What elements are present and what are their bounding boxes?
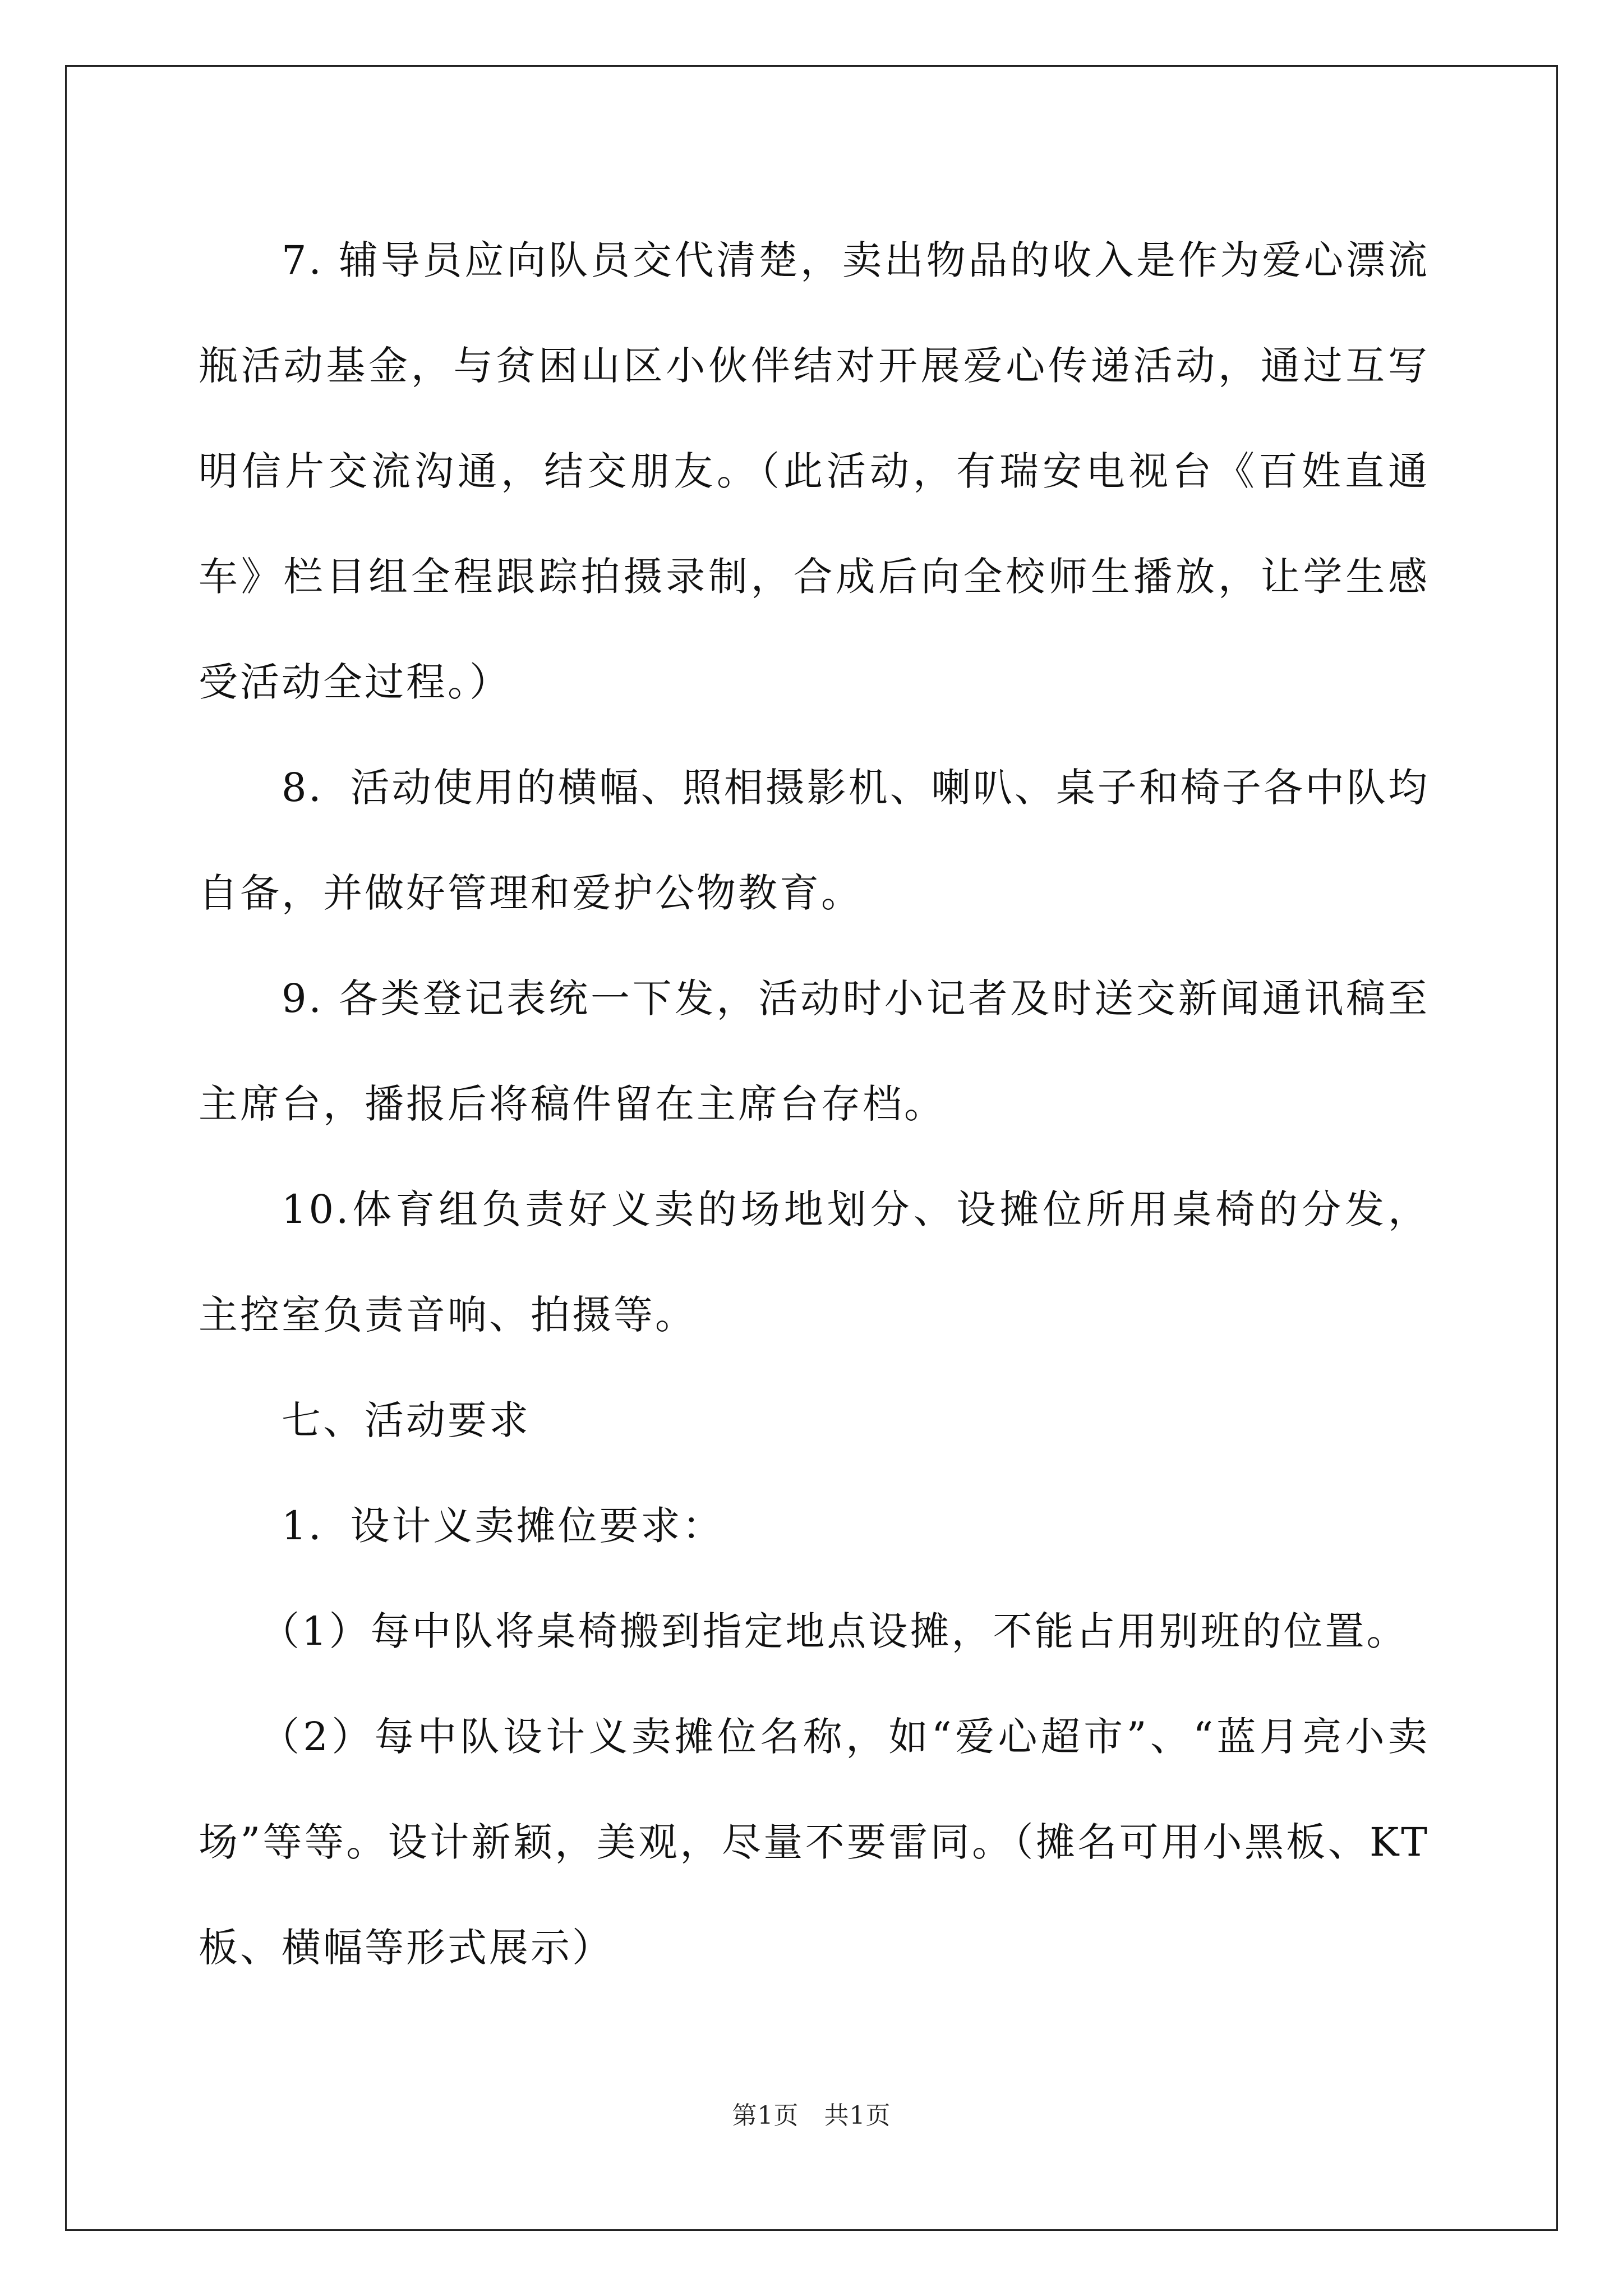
page-footer: 第1页 共1页: [732, 2101, 891, 2130]
paragraph-item-8: 8．活动使用的横幅、照相摄影机、喇叭、桌子和椅子各中队均自备，并做好管理和爱护公物教育。: [199, 765, 1430, 916]
document-body: [199, 208, 1430, 2000]
requirement-item-1: 1．设计义卖摊位要求：: [282, 1503, 724, 1549]
requirement-subitem-2: （2）每中队设计义卖摊位名称，如“爱心超市”、“蓝月亮小卖场”等等。设计新颖，美观，尽量不要雷同。（摊名可用小黑板、KT板、横幅等形式展示）: [199, 1714, 1430, 1971]
requirement-subitem-1: （1）每中队将桌椅搬到指定地点设摊，不能占用别班的位置。: [260, 1608, 1408, 1654]
paragraph-item-7: 7. 辅导员应向队员交代清楚，卖出物品的收入是作为爱心漂流瓶活动基金，与贫困山区小伙伴结对开展爱心传递活动，通过互写明信片交流沟通，结交朋友。（此活动，有瑞安电视台《百姓直通车》栏目组全程跟踪拍摄录制，合成后向全校师生播放，让学生感受活动全过程。）: [199, 237, 1430, 705]
paragraph-item-9: 9. 各类登记表统一下发，活动时小记者及时送交新闻通讯稿至主席台，播报后将稿件留在主席台存档。: [199, 976, 1430, 1127]
paragraph-item-10: 10.体育组负责好义卖的场地划分、设摊位所用桌椅的分发，主控室负责音响、拍摄等。: [199, 1186, 1430, 1338]
section-heading: 七、活动要求: [282, 1397, 531, 1443]
